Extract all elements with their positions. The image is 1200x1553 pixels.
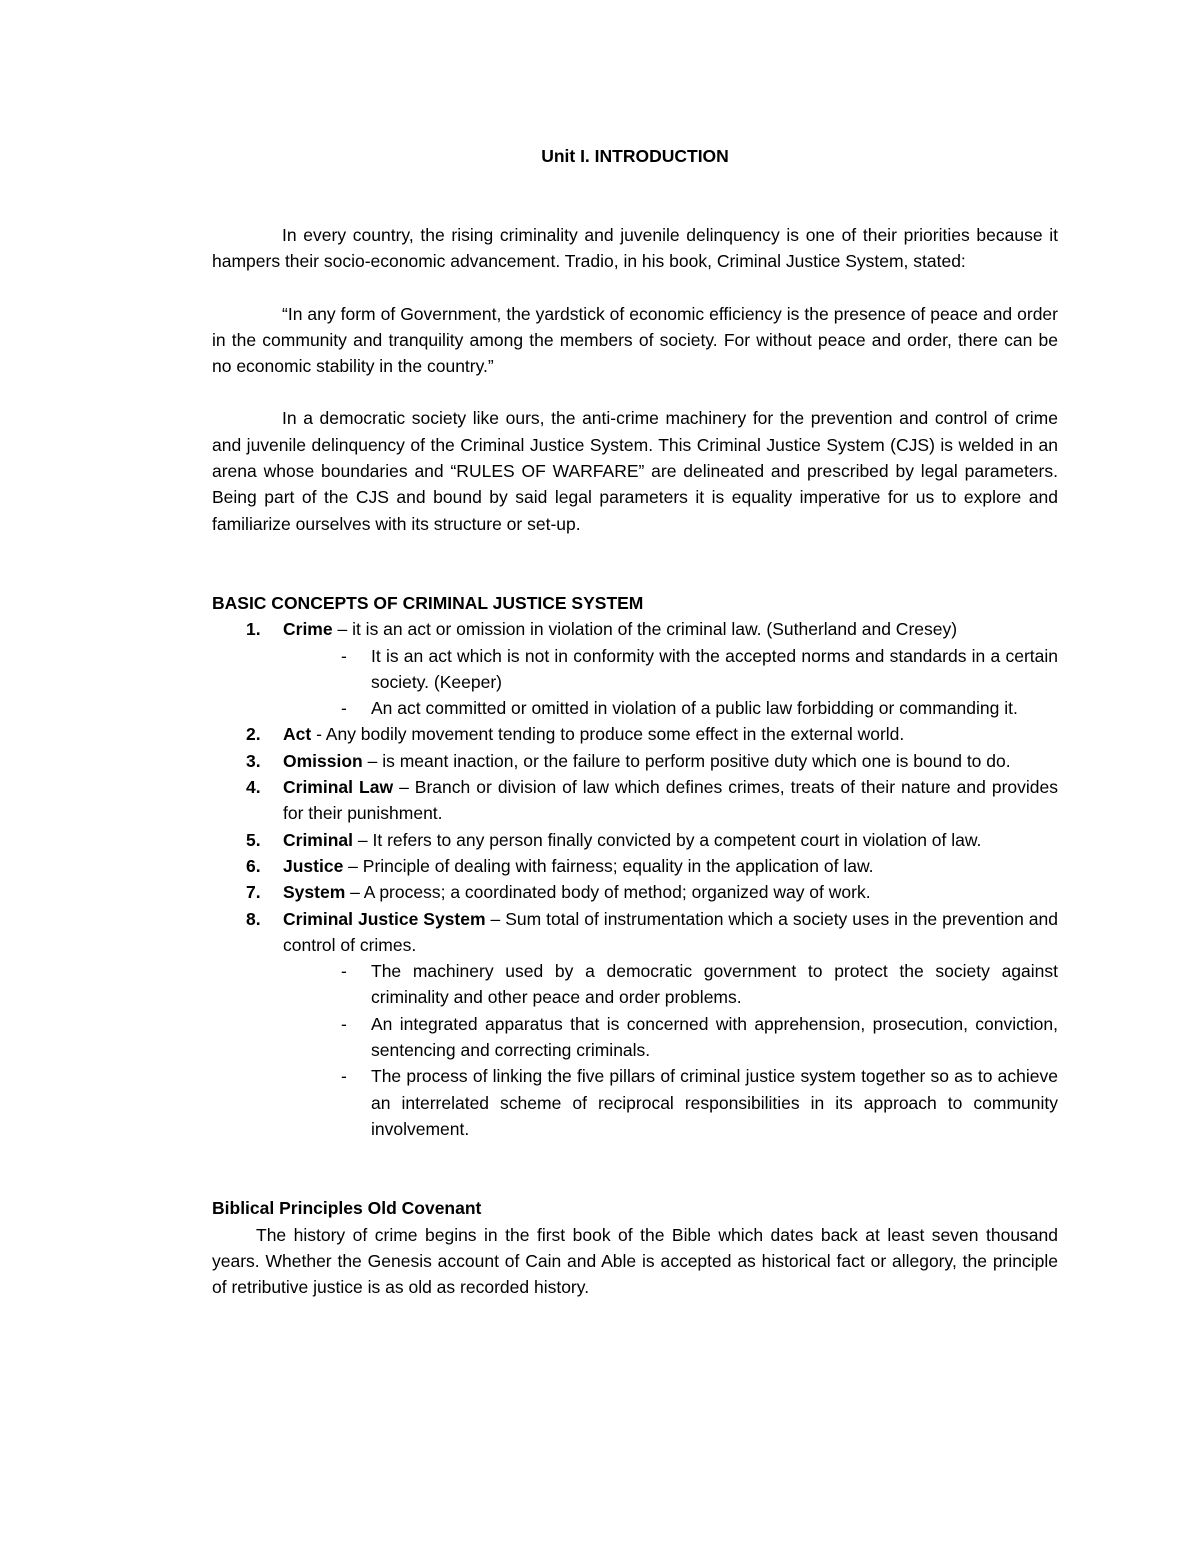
concept-term: Justice [283,855,344,876]
concept-number: 6. [246,855,261,876]
subpoint-item [283,695,1058,721]
dash-bullet: - [341,1013,347,1034]
concept-definition: – is meant inaction, or the failure to perform positive duty which one is bound to do. [362,750,1011,771]
document-body [212,143,1058,1300]
subpoint-text: An integrated apparatus that is concerned with apprehension, prosecution, conviction, sentencing and correcting criminals. [371,1013,1058,1061]
subpoint-list [283,643,1058,722]
concept-item [212,774,1058,827]
concept-number: 2. [246,724,261,745]
concept-number: 5. [246,829,261,850]
concept-text [283,721,1058,747]
concept-item [212,748,1058,774]
concept-item [212,879,1058,905]
subpoint-list [283,958,1058,1142]
subpoint-text: It is an act which is not in conformity with the accepted norms and standards in a certain society. (Keeper) [371,645,1058,692]
concept-definition: – Sum total of instrumentation which a society uses in the prevention and control of crimes. [283,908,1059,955]
concept-text [283,827,1058,853]
subpoint-text: The process of linking the five pillars of criminal justice system together so as to achieve an interrelated scheme of reciprocal responsibilities in its approach to community involvement. [371,1066,1058,1139]
concept-number: 7. [246,882,261,903]
concept-term: Criminal [283,829,354,850]
cjs-paragraph: In a democratic society like ours, the anti-crime machinery for the prevention and control of crime and juvenile delinquency of the Criminal Justice System. This Criminal Justice System (CJS) is welded in an arena whose boundaries and “RULES OF WARFARE” are delineated and prescribed by legal parameters. Being part of the CJS and bound by said legal parameters it is equality imperative for us to explore and familiarize ourselves with its structure or set-up. [212,408,1058,534]
concept-text [283,906,1058,959]
subpoint-item [283,1063,1058,1142]
concept-term: Omission [283,750,363,771]
concept-term: Criminal Justice System [283,908,486,929]
concept-item [212,827,1058,853]
subpoint-text: An act committed or omitted in violation of a public law forbidding or commanding it. [371,698,1018,719]
unit-title: Unit I. INTRODUCTION [541,146,729,166]
concept-item [212,853,1058,879]
biblical-paragraph: The history of crime begins in the first book of the Bible which dates back at least seven thousand years. Whether the Genesis account of Cain and Able is accepted as historical fact or allegory, the principle of retributive justice is as old as recorded history. [212,1224,1058,1298]
concept-term: Criminal Law [283,777,394,798]
concept-term: Act [283,724,312,745]
concept-number: 3. [246,750,261,771]
concept-text [283,748,1058,774]
concept-item [212,906,1058,1143]
concept-text [283,853,1058,879]
concept-text [283,774,1058,827]
concept-definition: – Principle of dealing with fairness; equality in the application of law. [343,855,874,876]
subpoint-item [283,643,1058,696]
basic-concepts-heading: BASIC CONCEPTS OF CRIMINAL JUSTICE SYSTEM [212,592,644,613]
concept-term: System [283,882,346,903]
concept-item [212,616,1058,721]
concept-number: 4. [246,777,261,798]
subpoint-item [283,958,1058,1011]
quotation-paragraph: “In any form of Government, the yardstick of economic efficiency is the presence of peace and order in the community and tranquility among the members of society. For without peace and order, there can be no economic stability in the country.” [212,303,1058,377]
concept-item [212,721,1058,747]
biblical-heading: Biblical Principles Old Covenant [212,1198,482,1219]
concept-term: Crime [283,619,333,640]
subpoint-text: The machinery used by a democratic government to protect the society against criminality and other peace and order problems. [371,961,1058,1008]
dash-bullet: - [341,645,347,666]
intro-paragraph: In every country, the rising criminality and juvenile delinquency is one of their priorities because it hampers their socio-economic advancement. Tradio, in his book, Criminal Justice System, stated: [212,225,1058,272]
concept-definition: – Branch or division of law which defines crimes, treats of their nature and provides for their punishment. [283,777,1058,824]
concept-number: 8. [246,908,261,929]
subpoint-item [283,1011,1058,1064]
concept-definition: – it is an act or omission in violation of the criminal law. (Sutherland and Cresey) [332,619,958,640]
concepts-list [212,616,1058,1142]
concept-definition: – It refers to any person finally convicted by a competent court in violation of law. [353,829,982,850]
concept-number: 1. [246,619,261,640]
dash-bullet: - [341,698,347,719]
concept-text [283,616,1058,642]
concept-definition: – A process; a coordinated body of method; organized way of work. [345,882,871,903]
dash-bullet: - [341,1066,347,1087]
concept-text [283,879,1058,905]
concept-definition: - Any bodily movement tending to produce some effect in the external world. [311,724,905,745]
dash-bullet: - [341,961,347,982]
